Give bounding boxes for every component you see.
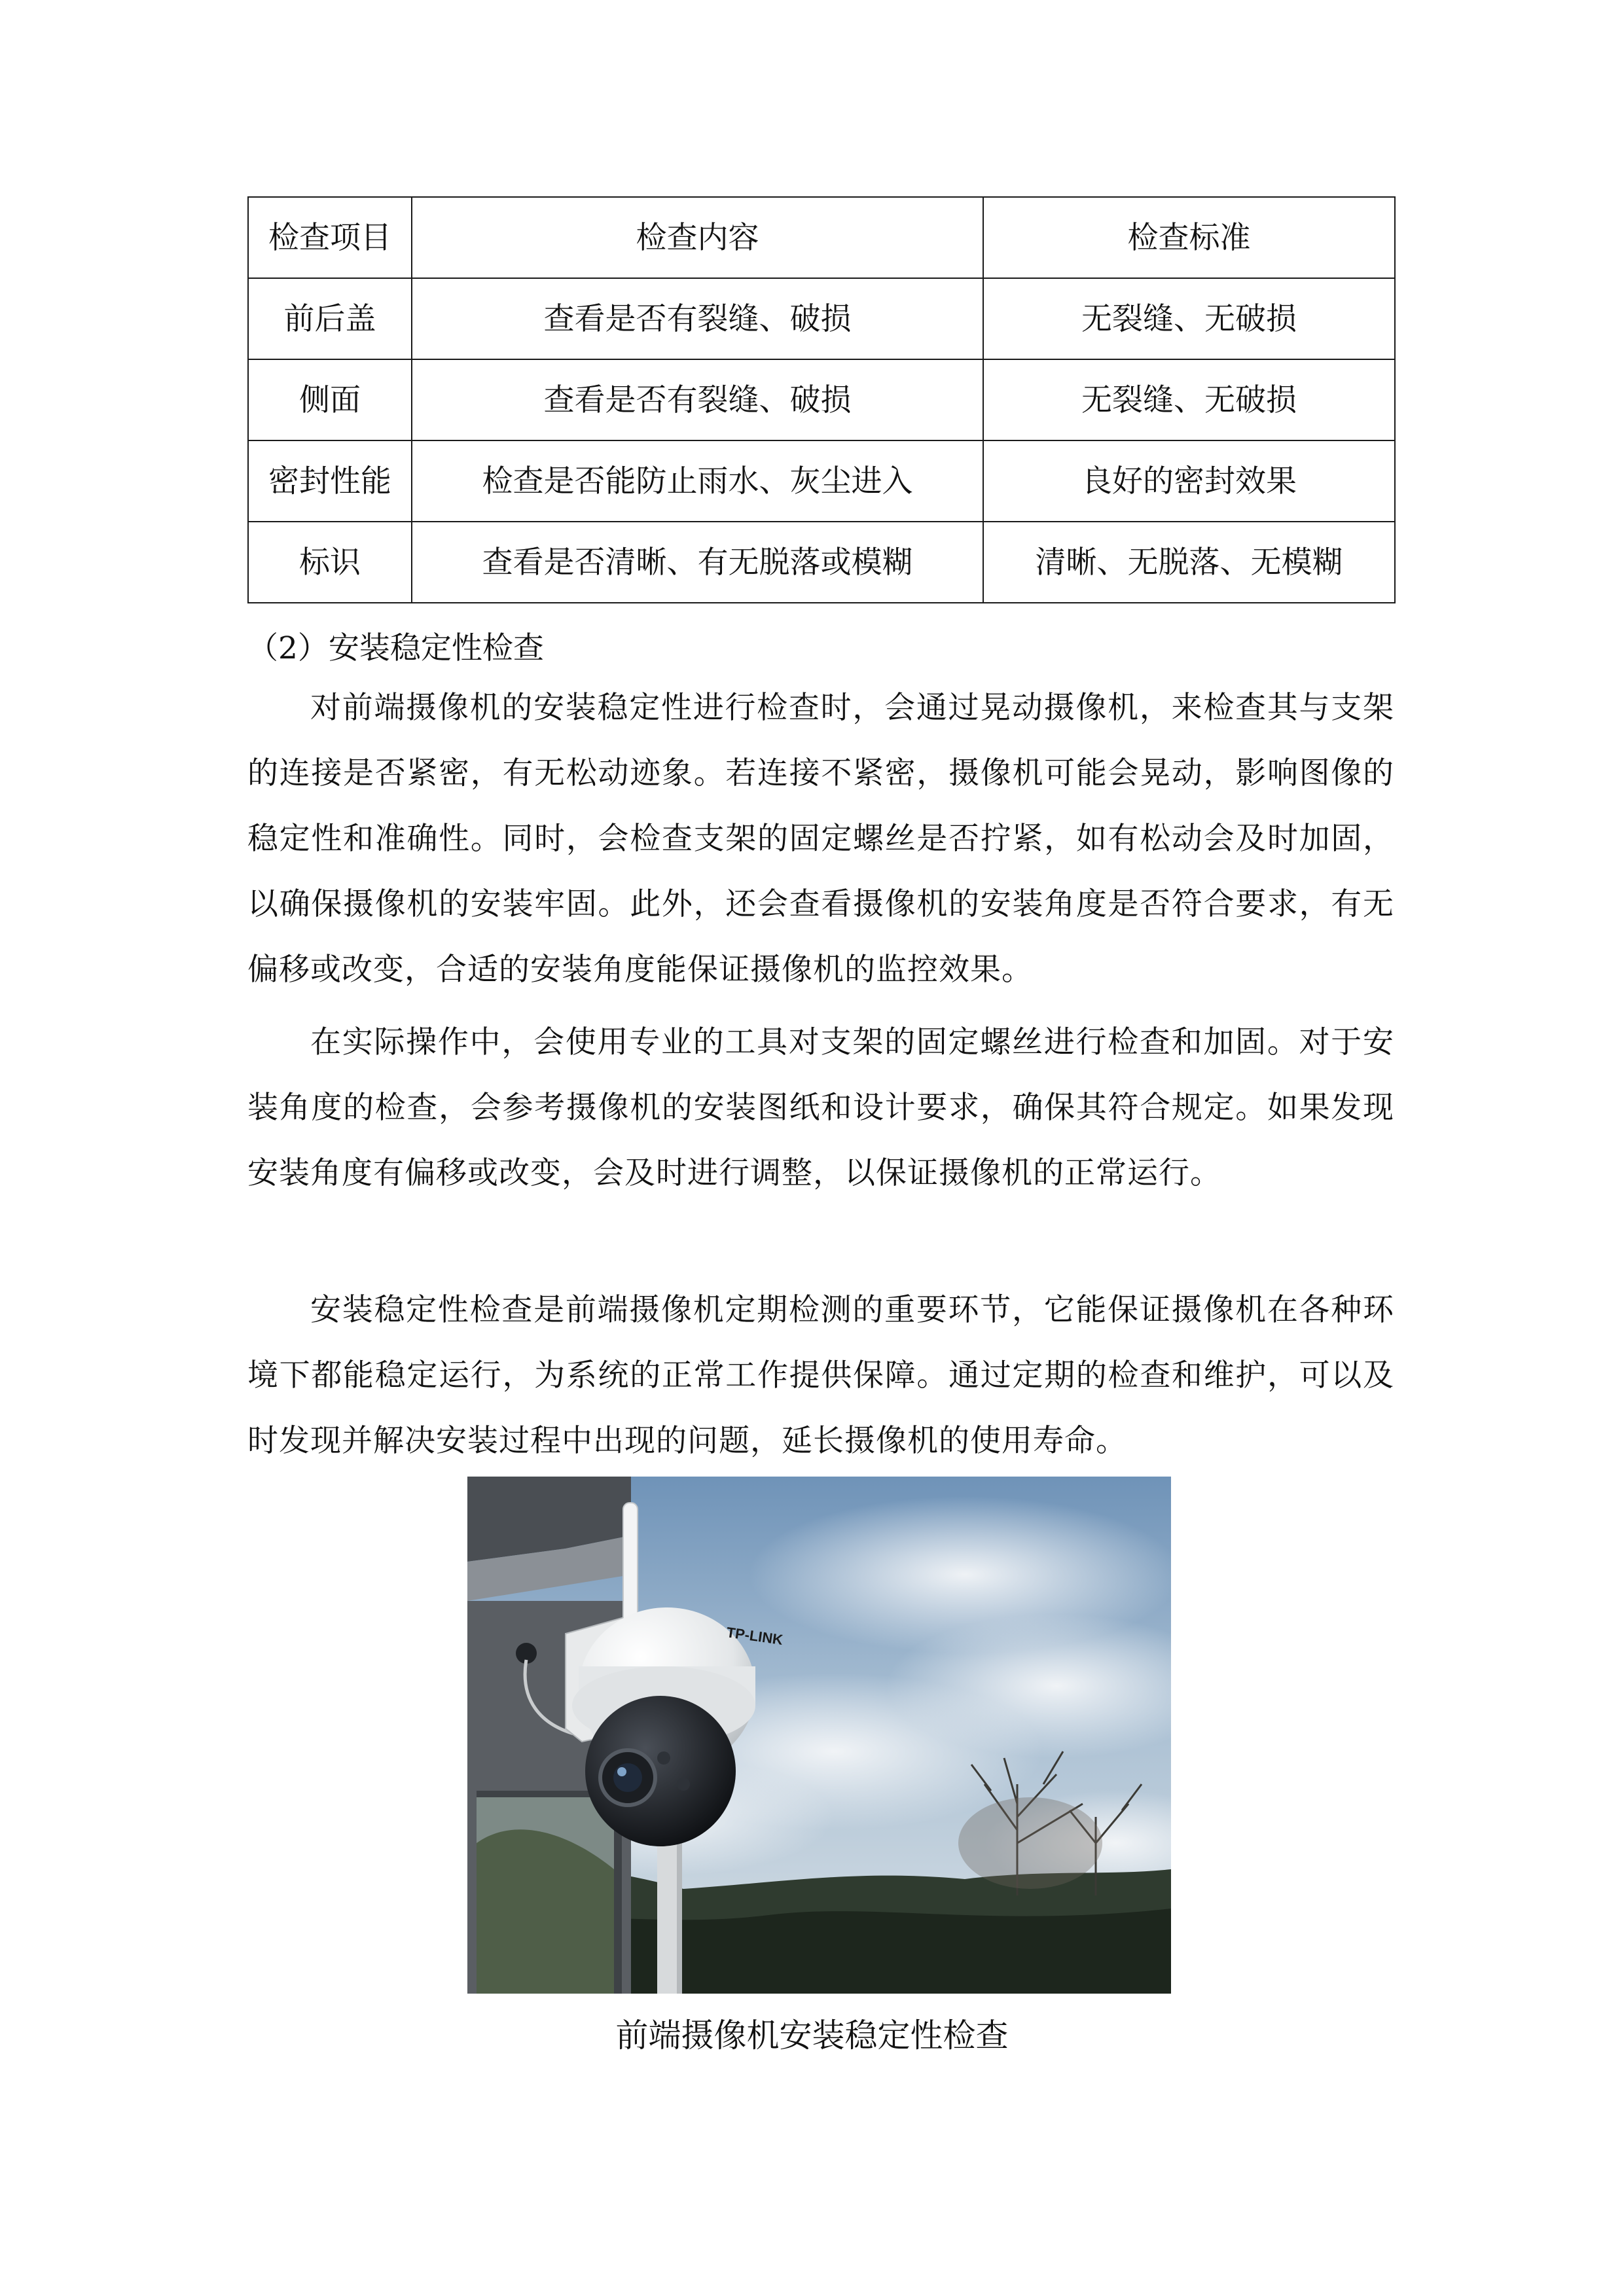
table-header-row <box>248 197 1395 278</box>
table-cell: 前后盖 <box>248 278 412 359</box>
table-header-cell: 检查项目 <box>248 197 412 278</box>
table-cell: 侧面 <box>248 359 412 440</box>
table-row <box>248 359 1395 440</box>
table-cell: 检查是否能防止雨水、灰尘进入 <box>412 440 983 522</box>
table-header-cell: 检查内容 <box>412 197 983 278</box>
table-cell: 良好的密封效果 <box>983 440 1395 522</box>
table-cell: 无裂缝、无破损 <box>983 359 1395 440</box>
table-cell: 查看是否清晰、有无脱落或模糊 <box>412 522 983 603</box>
table-cell: 查看是否有裂缝、破损 <box>412 359 983 440</box>
camera-photo <box>467 1477 1171 1994</box>
table-row <box>248 522 1395 603</box>
inspection-table <box>247 196 1396 603</box>
table-row <box>248 440 1395 522</box>
body-paragraph: 对前端摄像机的安装稳定性进行检查时，会通过晃动摄像机，来检查其与支架的连接是否紧密，有无松动迹象。若连接不紧密，摄像机可能会晃动，影响图像的稳定性和准确性。同时，会检查支架的固定螺丝是否拧紧，如有松动会及时加固，以确保摄像机的安装牢固。此外，还会查看摄像机的安装角度是否符合要求，有无偏移或改变，合适的安装角度能保证摄像机的监控效果。 <box>247 690 1394 988</box>
table-cell: 清晰、无脱落、无模糊 <box>983 522 1395 603</box>
table-cell: 标识 <box>248 522 412 603</box>
table-row <box>248 278 1395 359</box>
section-heading: （2）安装稳定性检查 <box>247 630 544 666</box>
table-cell: 密封性能 <box>248 440 412 522</box>
body-paragraph: 安装稳定性检查是前端摄像机定期检测的重要环节，它能保证摄像机在各种环境下都能稳定运行，为系统的正常工作提供保障。通过定期的检查和维护，可以及时发现并解决安装过程中出现的问题，延长摄像机的使用寿命。 <box>247 1292 1394 1459</box>
figure-caption: 前端摄像机安装稳定性检查 <box>615 2017 1009 2054</box>
camera-brand-logo: TP-LINK <box>725 1624 784 1649</box>
body-paragraph: 在实际操作中，会使用专业的工具对支架的固定螺丝进行检查和加固。对于安装角度的检查，会参考摄像机的安装图纸和设计要求，确保其符合规定。如果发现安装角度有偏移或改变，会及时进行调整，以保证摄像机的正常运行。 <box>247 1024 1394 1191</box>
table-header-cell: 检查标准 <box>983 197 1395 278</box>
table-cell: 无裂缝、无破损 <box>983 278 1395 359</box>
table-cell: 查看是否有裂缝、破损 <box>412 278 983 359</box>
